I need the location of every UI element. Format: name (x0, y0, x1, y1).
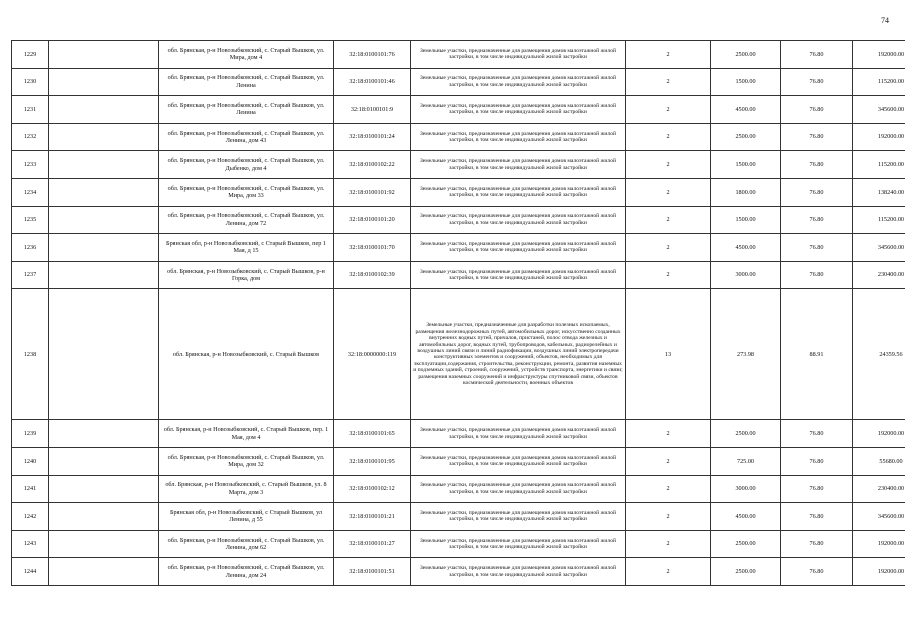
rate-cell: 76.80 (781, 96, 853, 124)
gap-cell (49, 447, 159, 475)
row-number: 1232 (12, 123, 49, 151)
cadastral-number-cell: 32:18:0100101:95 (334, 447, 411, 475)
gap-cell (49, 420, 159, 448)
row-number: 1241 (12, 475, 49, 503)
land-use-cell: Земельные участки, предназначенные для размещения домов малоэтажной жилой застройки, в том числе индивидуальной жилой застройки (411, 447, 626, 475)
cadastral-number-cell: 32:18:0100101:65 (334, 420, 411, 448)
cadastral-number-cell: 32:18:0100101:24 (334, 123, 411, 151)
cadastral-number-cell: 32:18:0100102:12 (334, 475, 411, 503)
address-cell: обл. Брянская, р-н Новозыбковский, с. Старый Вышков, р-н Горка, дом (159, 261, 334, 289)
land-use-cell: Земельные участки, предназначенные для разработки полезных ископаемых, размещения железнодорожных путей, автомобильных дорог, искусственно созданных внутренних водных путей, причалов, пристаней, полос отвода железных и автомобильных дорог, водных путей, трубопроводов, кабельных, радиорелейных и воздушных линий связи и линий радиофикации, воздушных линий электропередачи конструктивных элементов и сооружений, объектов, необходимых для эксплуатации,содержания, строительства, реконструкции, ремонта, развития наземных и подземных зданий, строений, сооружений, устройств транспорта, энергетики и связи; размещения наземных сооружений и инфраструктуры спутниковой связи, объектов космической деятельности, военных объектов (411, 289, 626, 420)
row-number: 1236 (12, 234, 49, 262)
cadastral-value-cell: 192000.00 (853, 420, 905, 448)
cadastral-value-cell: 138240.00 (853, 178, 905, 206)
cadastral-value-cell: 192000.00 (853, 123, 905, 151)
cadastral-value-cell: 24359.56 (853, 289, 905, 420)
table-row (12, 234, 905, 262)
land-use-cell: Земельные участки, предназначенные для размещения домов малоэтажной жилой застройки, в том числе индивидуальной жилой застройки (411, 123, 626, 151)
table-row (12, 530, 905, 558)
gap-cell (49, 41, 159, 69)
cadastral-number-cell: 32:18:0100101:51 (334, 558, 411, 586)
cadastral-value-cell: 192000.00 (853, 530, 905, 558)
cadastral-value-cell: 115200.00 (853, 68, 905, 96)
rate-cell: 76.80 (781, 261, 853, 289)
area-cell: 4500.00 (711, 96, 781, 124)
rate-cell: 76.80 (781, 123, 853, 151)
area-cell: 2500.00 (711, 420, 781, 448)
table-row (12, 289, 905, 420)
table-row (12, 475, 905, 503)
group-code-cell: 2 (626, 475, 711, 503)
address-cell: обл. Брянская, р-н Новозыбковский, с. Старый Вышков, ул. Ленина, дом 43 (159, 123, 334, 151)
rate-cell: 76.80 (781, 475, 853, 503)
cadastral-value-cell: 55680.00 (853, 447, 905, 475)
land-use-cell: Земельные участки, предназначенные для размещения домов малоэтажной жилой застройки, в том числе индивидуальной жилой застройки (411, 475, 626, 503)
group-code-cell: 2 (626, 530, 711, 558)
gap-cell (49, 123, 159, 151)
gap-cell (49, 503, 159, 531)
cadastral-number-cell: 32:18:0100102:22 (334, 151, 411, 179)
rate-cell: 76.80 (781, 68, 853, 96)
address-cell: обл. Брянская, р-н Новозыбковский, с. Старый Вышков, ул. Дыбенко, дом 4 (159, 151, 334, 179)
table-row (12, 68, 905, 96)
gap-cell (49, 530, 159, 558)
land-use-cell: Земельные участки, предназначенные для размещения домов малоэтажной жилой застройки, в том числе индивидуальной жилой застройки (411, 503, 626, 531)
group-code-cell: 2 (626, 41, 711, 69)
cadastral-number-cell: 32:18:0100101:76 (334, 41, 411, 69)
cadastral-number-cell: 32:18:0100101:27 (334, 530, 411, 558)
gap-cell (49, 558, 159, 586)
row-number: 1242 (12, 503, 49, 531)
land-registry-table (11, 40, 905, 586)
cadastral-value-cell: 230400.00 (853, 475, 905, 503)
group-code-cell: 2 (626, 558, 711, 586)
group-code-cell: 2 (626, 447, 711, 475)
gap-cell (49, 234, 159, 262)
page-number: 74 (881, 16, 889, 25)
group-code-cell: 2 (626, 261, 711, 289)
group-code-cell: 2 (626, 123, 711, 151)
cadastral-number-cell: 32:18:0100101:70 (334, 234, 411, 262)
table-row (12, 447, 905, 475)
group-code-cell: 2 (626, 234, 711, 262)
row-number: 1229 (12, 41, 49, 69)
row-number: 1240 (12, 447, 49, 475)
cadastral-number-cell: 32:18:0100101:20 (334, 206, 411, 234)
rate-cell: 76.80 (781, 41, 853, 69)
area-cell: 2500.00 (711, 558, 781, 586)
land-use-cell: Земельные участки, предназначенные для размещения домов малоэтажной жилой застройки, в том числе индивидуальной жилой застройки (411, 558, 626, 586)
area-cell: 3000.00 (711, 475, 781, 503)
gap-cell (49, 68, 159, 96)
rate-cell: 76.80 (781, 558, 853, 586)
address-cell: обл. Брянская, р-н Новозыбковский, с. Старый Вышков, пер. 1 Мая, дом 4 (159, 420, 334, 448)
table-row (12, 420, 905, 448)
cadastral-value-cell: 345600.00 (853, 234, 905, 262)
cadastral-number-cell: 32:18:0100102:39 (334, 261, 411, 289)
table-row (12, 41, 905, 69)
cadastral-number-cell: 32:18:0100101:9 (334, 96, 411, 124)
land-use-cell: Земельные участки, предназначенные для размещения домов малоэтажной жилой застройки, в том числе индивидуальной жилой застройки (411, 41, 626, 69)
rate-cell: 76.80 (781, 503, 853, 531)
address-cell: обл. Брянская, р-н Новозыбковский, с. Старый Вышков, ул. Мира, дом 33 (159, 178, 334, 206)
row-number: 1230 (12, 68, 49, 96)
address-cell: обл. Брянская, р-н Новозыбковский, с. Старый Вышков, ул. Мира, дом 4 (159, 41, 334, 69)
rate-cell: 88.91 (781, 289, 853, 420)
land-use-cell: Земельные участки, предназначенные для размещения домов малоэтажной жилой застройки, в том числе индивидуальной жилой застройки (411, 234, 626, 262)
cadastral-number-cell: 32:18:0100101:92 (334, 178, 411, 206)
group-code-cell: 2 (626, 178, 711, 206)
address-cell: Брянская обл, р-н Новозыбковский, с Старый Вышков, пер 1 Мая, д 15 (159, 234, 334, 262)
group-code-cell: 2 (626, 68, 711, 96)
table-row (12, 123, 905, 151)
land-use-cell: Земельные участки, предназначенные для размещения домов малоэтажной жилой застройки, в том числе индивидуальной жилой застройки (411, 68, 626, 96)
land-use-cell: Земельные участки, предназначенные для размещения домов малоэтажной жилой застройки, в том числе индивидуальной жилой застройки (411, 420, 626, 448)
group-code-cell: 2 (626, 96, 711, 124)
cadastral-value-cell: 115200.00 (853, 206, 905, 234)
table-row (12, 96, 905, 124)
address-cell: обл. Брянская, р-н Новозыбковский, с. Старый Вышков, ул. Ленина (159, 68, 334, 96)
row-number: 1238 (12, 289, 49, 420)
cadastral-value-cell: 192000.00 (853, 41, 905, 69)
rate-cell: 76.80 (781, 420, 853, 448)
cadastral-number-cell: 32:18:0100101:21 (334, 503, 411, 531)
gap-cell (49, 96, 159, 124)
gap-cell (49, 151, 159, 179)
gap-cell (49, 475, 159, 503)
row-number: 1239 (12, 420, 49, 448)
group-code-cell: 13 (626, 289, 711, 420)
area-cell: 3000.00 (711, 261, 781, 289)
gap-cell (49, 289, 159, 420)
rate-cell: 76.80 (781, 530, 853, 558)
area-cell: 725.00 (711, 447, 781, 475)
address-cell: обл. Брянская, р-н Новозыбковский, с. Старый Вышков, ул. Мира, дом 32 (159, 447, 334, 475)
cadastral-number-cell: 32:18:0000000:119 (334, 289, 411, 420)
rate-cell: 76.80 (781, 151, 853, 179)
rate-cell: 76.80 (781, 178, 853, 206)
rate-cell: 76.80 (781, 234, 853, 262)
address-cell: обл. Брянская, р-н Новозыбковский, с. Старый Вышков, ул. Ленина, дом 24 (159, 558, 334, 586)
rate-cell: 76.80 (781, 447, 853, 475)
table-row (12, 558, 905, 586)
area-cell: 2500.00 (711, 123, 781, 151)
cadastral-value-cell: 192000.00 (853, 558, 905, 586)
address-cell: Брянская обл, р-н Новозыбковский, с Старый Вышков, ул Ленина, д 55 (159, 503, 334, 531)
land-use-cell: Земельные участки, предназначенные для размещения домов малоэтажной жилой застройки, в том числе индивидуальной жилой застройки (411, 96, 626, 124)
group-code-cell: 2 (626, 151, 711, 179)
address-cell: обл. Брянская, р-н Новозыбковский, с. Старый Вышков, ул. Ленина, дом 72 (159, 206, 334, 234)
table-body (12, 41, 905, 586)
area-cell: 2500.00 (711, 530, 781, 558)
group-code-cell: 2 (626, 503, 711, 531)
area-cell: 2500.00 (711, 41, 781, 69)
area-cell: 273.98 (711, 289, 781, 420)
row-number: 1243 (12, 530, 49, 558)
row-number: 1244 (12, 558, 49, 586)
table-row (12, 261, 905, 289)
table-row (12, 503, 905, 531)
rate-cell: 76.80 (781, 206, 853, 234)
land-use-cell: Земельные участки, предназначенные для размещения домов малоэтажной жилой застройки, в том числе индивидуальной жилой застройки (411, 530, 626, 558)
cadastral-value-cell: 345600.00 (853, 503, 905, 531)
address-cell: обл. Брянская, р-н Новозыбковский, с. Старый Вышков, ул. 8 Марта, дом 3 (159, 475, 334, 503)
cadastral-value-cell: 115200.00 (853, 151, 905, 179)
table-row (12, 178, 905, 206)
cadastral-value-cell: 230400.00 (853, 261, 905, 289)
gap-cell (49, 178, 159, 206)
land-use-cell: Земельные участки, предназначенные для размещения домов малоэтажной жилой застройки, в том числе индивидуальной жилой застройки (411, 261, 626, 289)
land-use-cell: Земельные участки, предназначенные для размещения домов малоэтажной жилой застройки, в том числе индивидуальной жилой застройки (411, 151, 626, 179)
row-number: 1231 (12, 96, 49, 124)
row-number: 1234 (12, 178, 49, 206)
address-cell: обл. Брянская, р-н Новозыбковский, с. Старый Вышков, ул. Ленина, дом 62 (159, 530, 334, 558)
area-cell: 4500.00 (711, 503, 781, 531)
row-number: 1237 (12, 261, 49, 289)
gap-cell (49, 206, 159, 234)
gap-cell (49, 261, 159, 289)
table-row (12, 151, 905, 179)
address-cell: обл. Брянская, р-н Новозыбковский, с. Старый Вышков (159, 289, 334, 420)
address-cell: обл. Брянская, р-н Новозыбковский, с. Старый Вышков, ул. Ленина (159, 96, 334, 124)
table-row (12, 206, 905, 234)
group-code-cell: 2 (626, 420, 711, 448)
land-use-cell: Земельные участки, предназначенные для размещения домов малоэтажной жилой застройки, в том числе индивидуальной жилой застройки (411, 206, 626, 234)
area-cell: 4500.00 (711, 234, 781, 262)
group-code-cell: 2 (626, 206, 711, 234)
row-number: 1235 (12, 206, 49, 234)
row-number: 1233 (12, 151, 49, 179)
cadastral-value-cell: 345600.00 (853, 96, 905, 124)
area-cell: 1500.00 (711, 68, 781, 96)
cadastral-number-cell: 32:18:0100101:46 (334, 68, 411, 96)
area-cell: 1500.00 (711, 151, 781, 179)
area-cell: 1800.00 (711, 178, 781, 206)
area-cell: 1500.00 (711, 206, 781, 234)
land-use-cell: Земельные участки, предназначенные для размещения домов малоэтажной жилой застройки, в том числе индивидуальной жилой застройки (411, 178, 626, 206)
